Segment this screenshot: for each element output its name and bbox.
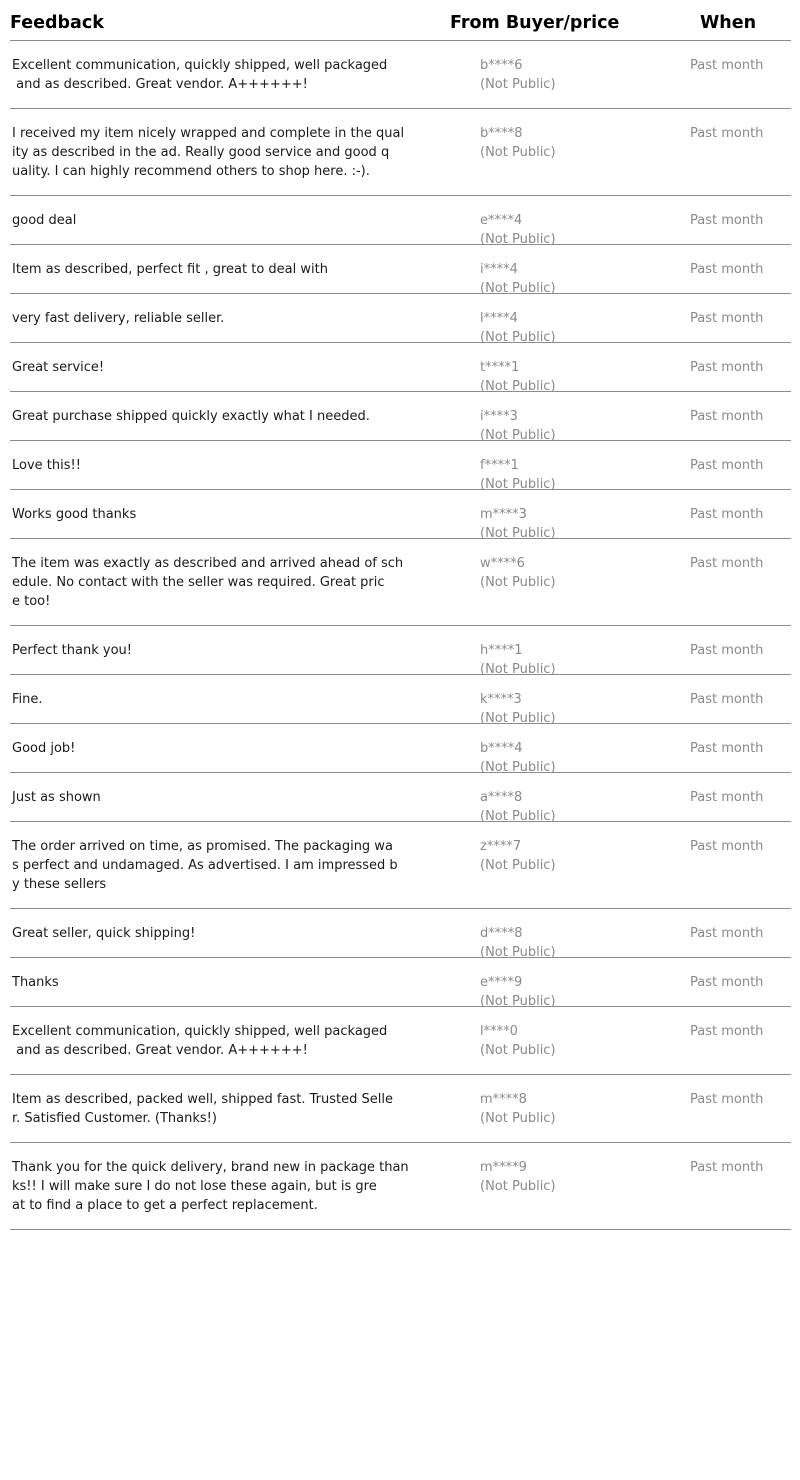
buyer-price: (Not Public) bbox=[480, 1179, 556, 1194]
feedback-column-header: Feedback bbox=[10, 13, 104, 33]
feedback-table bbox=[10, 0, 791, 1230]
feedback-text: I received my item nicely wrapped and complete in the qual ity as described in the ad. Really good service and good q uality. I can highly recommend others to shop here. :-). bbox=[12, 126, 405, 179]
buyer-cell bbox=[480, 456, 556, 494]
buyer-cell bbox=[480, 837, 556, 875]
buyer-price: (Not Public) bbox=[480, 526, 556, 541]
table-row bbox=[10, 109, 791, 196]
table-row bbox=[10, 724, 791, 773]
feedback-date: Past month bbox=[690, 692, 764, 707]
buyer-price: (Not Public) bbox=[480, 77, 556, 92]
buyer-cell bbox=[480, 973, 556, 1011]
buyer-name: l****0 bbox=[480, 1024, 518, 1039]
feedback-date: Past month bbox=[690, 1024, 764, 1039]
table-row bbox=[10, 909, 791, 958]
buyer-price: (Not Public) bbox=[480, 428, 556, 443]
feedback-date: Past month bbox=[690, 458, 764, 473]
buyer-cell bbox=[480, 554, 556, 592]
buyer-cell bbox=[480, 407, 556, 445]
table-row bbox=[10, 294, 791, 343]
feedback-date: Past month bbox=[690, 1160, 764, 1175]
feedback-date: Past month bbox=[690, 926, 764, 941]
from-buyer-price-column-header: From Buyer/price bbox=[450, 13, 620, 33]
buyer-name: e****9 bbox=[480, 975, 523, 990]
buyer-name: f****1 bbox=[480, 458, 519, 473]
buyer-cell bbox=[480, 1022, 556, 1060]
buyer-name: l****4 bbox=[480, 311, 518, 326]
feedback-text: very fast delivery, reliable seller. bbox=[12, 311, 225, 326]
feedback-text: Excellent communication, quickly shipped, well packaged and as described. Great vendor. A++++++! bbox=[12, 58, 388, 92]
feedback-date: Past month bbox=[690, 409, 764, 424]
table-row bbox=[10, 958, 791, 1007]
feedback-date: Past month bbox=[690, 507, 764, 522]
buyer-price: (Not Public) bbox=[480, 809, 556, 824]
feedback-text: Item as described, perfect fit , great to deal with bbox=[12, 262, 328, 277]
feedback-date: Past month bbox=[690, 556, 764, 571]
table-row bbox=[10, 822, 791, 909]
buyer-name: a****8 bbox=[480, 790, 523, 805]
feedback-date: Past month bbox=[690, 262, 764, 277]
feedback-text: Great service! bbox=[12, 360, 105, 375]
feedback-date: Past month bbox=[690, 58, 764, 73]
buyer-price: (Not Public) bbox=[480, 1043, 556, 1058]
feedback-text: Great seller, quick shipping! bbox=[12, 926, 196, 941]
feedback-date: Past month bbox=[690, 790, 764, 805]
feedback-text: Perfect thank you! bbox=[12, 643, 132, 658]
buyer-price: (Not Public) bbox=[480, 330, 556, 345]
buyer-price: (Not Public) bbox=[480, 281, 556, 296]
buyer-cell bbox=[480, 690, 556, 728]
feedback-text: Fine. bbox=[12, 692, 43, 707]
feedback-date: Past month bbox=[690, 1092, 764, 1107]
feedback-date: Past month bbox=[690, 126, 764, 141]
feedback-date: Past month bbox=[690, 839, 764, 854]
table-row bbox=[10, 490, 791, 539]
buyer-cell bbox=[480, 56, 556, 94]
feedback-text: Love this!! bbox=[12, 458, 81, 473]
buyer-price: (Not Public) bbox=[480, 858, 556, 873]
buyer-cell bbox=[480, 739, 556, 777]
table-row bbox=[10, 675, 791, 724]
feedback-text: Item as described, packed well, shipped fast. Trusted Selle r. Satisfied Customer. (Thanks!) bbox=[12, 1092, 393, 1126]
buyer-name: t****1 bbox=[480, 360, 520, 375]
buyer-cell bbox=[480, 211, 556, 249]
feedback-date: Past month bbox=[690, 643, 764, 658]
feedback-text: The order arrived on time, as promised. The packaging wa s perfect and undamaged. As advertised. I am impressed b y these sellers bbox=[12, 839, 398, 892]
table-row bbox=[10, 441, 791, 490]
buyer-name: m****9 bbox=[480, 1160, 527, 1175]
buyer-name: h****1 bbox=[480, 643, 523, 658]
buyer-cell bbox=[480, 924, 556, 962]
buyer-cell bbox=[480, 260, 556, 298]
buyer-cell bbox=[480, 641, 556, 679]
buyer-cell bbox=[480, 505, 556, 543]
buyer-cell bbox=[480, 1158, 556, 1196]
buyer-price: (Not Public) bbox=[480, 1111, 556, 1126]
feedback-text: Excellent communication, quickly shipped, well packaged and as described. Great vendor. A++++++! bbox=[12, 1024, 388, 1058]
buyer-price: (Not Public) bbox=[480, 575, 556, 590]
buyer-price: (Not Public) bbox=[480, 662, 556, 677]
buyer-cell bbox=[480, 358, 556, 396]
table-row bbox=[10, 773, 791, 822]
buyer-name: b****4 bbox=[480, 741, 523, 756]
feedback-text: The item was exactly as described and arrived ahead of sch edule. No contact with the seller was required. Great pric e too! bbox=[12, 556, 404, 609]
buyer-price: (Not Public) bbox=[480, 145, 556, 160]
buyer-name: z****7 bbox=[480, 839, 522, 854]
buyer-name: k****3 bbox=[480, 692, 522, 707]
feedback-date: Past month bbox=[690, 311, 764, 326]
feedback-text: Good job! bbox=[12, 741, 76, 756]
buyer-price: (Not Public) bbox=[480, 994, 556, 1009]
buyer-name: m****3 bbox=[480, 507, 527, 522]
feedback-text: Thanks bbox=[12, 975, 59, 990]
buyer-name: w****6 bbox=[480, 556, 525, 571]
buyer-price: (Not Public) bbox=[480, 945, 556, 960]
feedback-text: Works good thanks bbox=[12, 507, 137, 522]
table-row bbox=[10, 41, 791, 109]
buyer-name: i****3 bbox=[480, 409, 518, 424]
buyer-name: m****8 bbox=[480, 1092, 527, 1107]
feedback-date: Past month bbox=[690, 213, 764, 228]
table-row bbox=[10, 245, 791, 294]
buyer-cell bbox=[480, 309, 556, 347]
buyer-name: e****4 bbox=[480, 213, 523, 228]
feedback-rows bbox=[10, 41, 791, 1230]
table-row bbox=[10, 626, 791, 675]
buyer-price: (Not Public) bbox=[480, 711, 556, 726]
table-row bbox=[10, 1143, 791, 1230]
buyer-cell bbox=[480, 788, 556, 826]
buyer-price: (Not Public) bbox=[480, 379, 556, 394]
when-column-header: When bbox=[700, 13, 757, 33]
feedback-date: Past month bbox=[690, 741, 764, 756]
feedback-date: Past month bbox=[690, 975, 764, 990]
buyer-name: i****4 bbox=[480, 262, 518, 277]
feedback-text: Thank you for the quick delivery, brand new in package than ks!! I will make sure I do not lose these again, but is gre at to find a place to get a perfect replacement. bbox=[12, 1160, 409, 1213]
feedback-date: Past month bbox=[690, 360, 764, 375]
buyer-cell bbox=[480, 1090, 556, 1128]
buyer-cell bbox=[480, 124, 556, 162]
buyer-price: (Not Public) bbox=[480, 477, 556, 492]
table-row bbox=[10, 1007, 791, 1075]
feedback-text: good deal bbox=[12, 213, 77, 228]
table-row bbox=[10, 196, 791, 245]
table-row bbox=[10, 539, 791, 626]
buyer-name: d****8 bbox=[480, 926, 523, 941]
table-row bbox=[10, 392, 791, 441]
feedback-text: Great purchase shipped quickly exactly what I needed. bbox=[12, 409, 370, 424]
table-row bbox=[10, 343, 791, 392]
table-header bbox=[10, 0, 791, 41]
table-row bbox=[10, 1075, 791, 1143]
feedback-text: Just as shown bbox=[12, 790, 101, 805]
buyer-price: (Not Public) bbox=[480, 760, 556, 775]
buyer-name: b****6 bbox=[480, 58, 523, 73]
buyer-price: (Not Public) bbox=[480, 232, 556, 247]
buyer-name: b****8 bbox=[480, 126, 523, 141]
